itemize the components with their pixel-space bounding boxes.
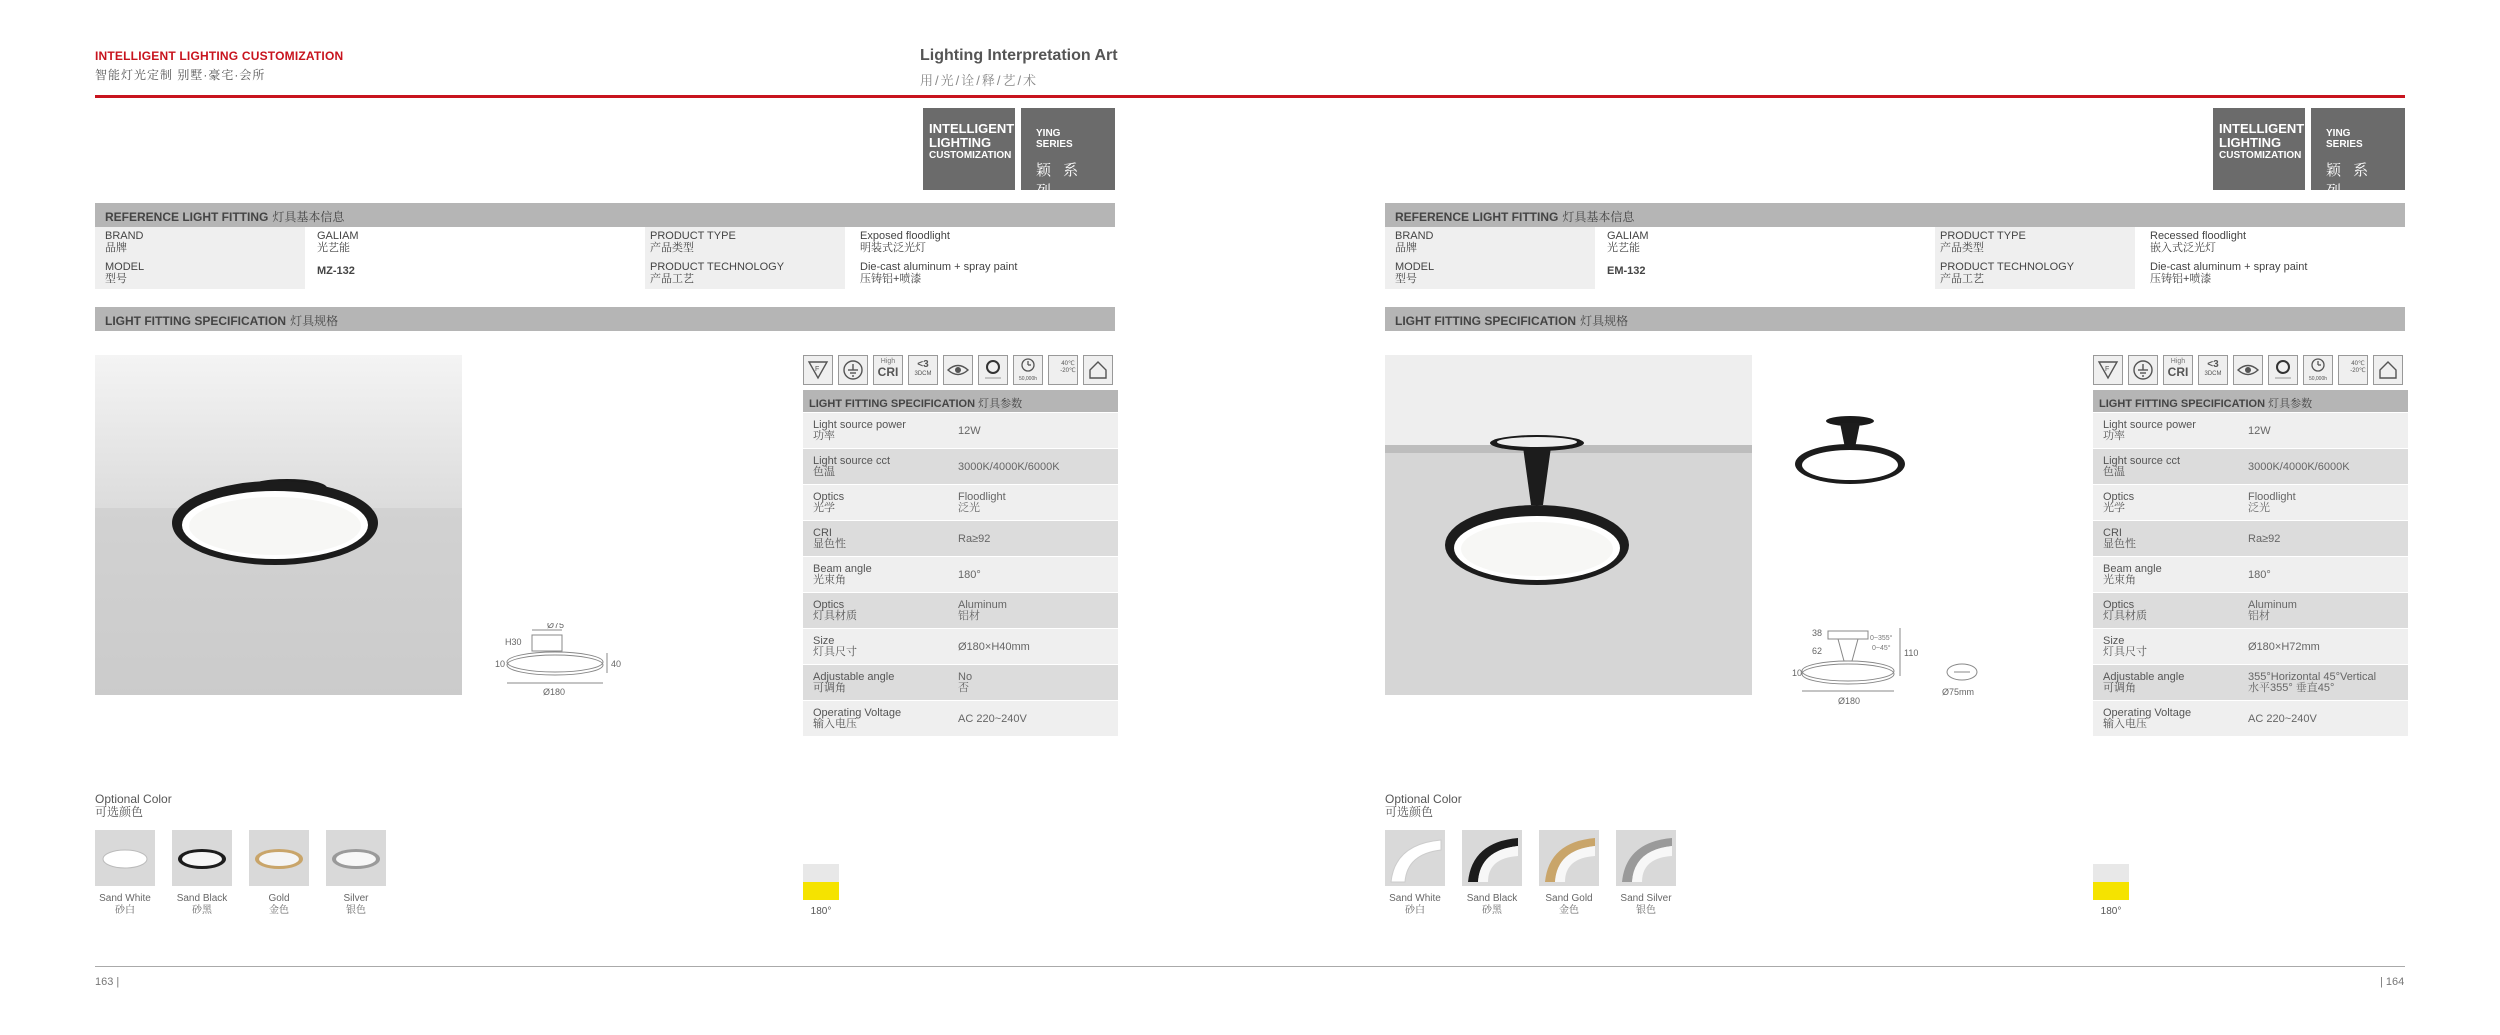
spec-row-cri [2093, 520, 2408, 556]
spec-value: 12W [958, 425, 981, 437]
product-type-value-en: Recessed floodlight [2150, 230, 2247, 242]
customization-badge [2213, 108, 2305, 190]
color-label [172, 893, 232, 917]
spec-label-en: Size [2103, 635, 2125, 647]
spec-label-cn: 光学 [2103, 502, 2125, 514]
spec-label-en: Optics [813, 599, 845, 611]
spec-label-cn: 输入电压 [813, 718, 857, 730]
spec-value: Floodlight [2248, 491, 2296, 503]
footer-divider [95, 966, 2405, 967]
cri-small-text: High [2170, 358, 2186, 365]
series-en1: YING [1036, 128, 1061, 139]
spec-label-cn: 灯具材质 [2103, 610, 2147, 622]
spec-value: Ra≥92 [958, 533, 991, 545]
brand-line: INTELLIGENT LIGHTING CUSTOMIZATION [95, 49, 344, 63]
spec-value: Ø180×H40mm [958, 641, 1030, 653]
color-name-en: Gold [268, 893, 290, 904]
color-name-cn: 金色 [269, 905, 289, 916]
spec-label-en: Light source power [2103, 419, 2196, 431]
series-cn: 颖 系列 [2326, 162, 2373, 200]
spec-row-power [2093, 412, 2408, 448]
reference-info [1385, 227, 2405, 289]
specification-band-en: LIGHT FITTING SPECIFICATION [105, 314, 287, 328]
spec-value: AC 220~240V [958, 713, 1027, 725]
spec-label-cn: 灯具尺寸 [2103, 646, 2147, 658]
badge-line1: INTELLIGENT [929, 121, 1015, 136]
dim-62-label: 62 [1812, 646, 1823, 656]
high-cri-icon [2163, 355, 2193, 385]
cri-text: CRI [2167, 365, 2189, 379]
color-label [326, 893, 386, 917]
temp-high-text: 40℃ [1061, 361, 1075, 367]
color-name-cn: 砂白 [115, 905, 135, 916]
spec-label-cn: 显色性 [2103, 538, 2136, 550]
feature-icons [803, 355, 1115, 385]
spec-label-cn: 可调角 [2103, 682, 2136, 694]
dim-total-height-label: 110 [1904, 648, 1919, 658]
dim-inner-height-label: H30 [505, 637, 522, 647]
spec-value: AC 220~240V [2248, 713, 2317, 725]
reference-band-cn: 灯具基本信息 [272, 210, 345, 224]
series-en2: SERIES [2326, 139, 2363, 150]
product-type-value-cn: 明装式泛光灯 [860, 242, 926, 254]
ugr-text: <3 [917, 359, 929, 370]
spec-label-cn: 显色性 [813, 538, 846, 550]
spec-value-cn: 铝材 [2248, 610, 2270, 622]
series-en2: SERIES [1036, 139, 1073, 150]
ugr-sub-text: 3DCM [914, 371, 932, 377]
badge-line1: INTELLIGENT [2219, 121, 2305, 136]
product-tech-value [860, 258, 1115, 289]
product-side-view [1795, 408, 1935, 518]
feature-icons [2093, 355, 2405, 385]
optional-color-en: Optional Color [1385, 792, 1462, 806]
brand-label-en: BRAND [105, 230, 144, 242]
reference-band-cn: 灯具基本信息 [1562, 210, 1635, 224]
reference-band-en: REFERENCE LIGHT FITTING [105, 210, 269, 224]
color-name-cn: 砂黑 [192, 905, 212, 916]
svg-text:F: F [2105, 366, 2110, 373]
spec-row-voltage [2093, 700, 2408, 736]
product-type-label [1935, 227, 2135, 258]
ground-icon [2128, 355, 2158, 385]
center-title: Lighting Interpretation Art [920, 47, 1118, 64]
spec-label-cn: 色温 [2103, 466, 2125, 478]
temp-low-text: -20℃ [1060, 368, 1076, 374]
color-label [1616, 893, 1676, 917]
brand-value [317, 227, 637, 258]
reference-band [1385, 203, 2405, 227]
spec-label-en: Light source power [813, 419, 906, 431]
specification-band-cn: 灯具规格 [1580, 314, 1629, 328]
temp-high-text: 40℃ [2351, 361, 2365, 367]
spec-label-en: Light source cct [813, 455, 891, 467]
dim-top-label: Ø75 [547, 623, 565, 630]
spec-value: 180° [958, 569, 981, 581]
brand-label-cn: 品牌 [105, 242, 127, 254]
brand-value-cn: 光艺能 [317, 242, 350, 254]
product-tech-label-cn: 产品工艺 [1940, 273, 1984, 285]
spec-table [2093, 390, 2408, 736]
badge-line3: CUSTOMIZATION [929, 150, 1012, 161]
badge-line2: LIGHTING [929, 135, 992, 150]
product-type-value-cn: 嵌入式泛光灯 [2150, 242, 2216, 254]
spec-label-en: CRI [2103, 527, 2122, 539]
spec-header-cn: 灯具参数 [978, 398, 1023, 410]
color-name-cn: 砂黑 [1482, 905, 1502, 916]
color-name-cn: 银色 [346, 905, 366, 916]
model-label [1385, 258, 1595, 289]
product-photo [1385, 355, 1752, 695]
color-label [1385, 893, 1445, 917]
color-name-cn: 砂白 [1405, 905, 1425, 916]
dim-angle-v-label: 0~45° [1872, 645, 1891, 652]
model-value [1607, 258, 1927, 289]
cutout-label: Ø75mm [1942, 687, 1975, 697]
spec-label-en: Operating Voltage [813, 707, 902, 719]
reference-band [95, 203, 1115, 227]
color-label [95, 893, 155, 917]
beam-light-fill [2093, 882, 2129, 900]
product-type-label-cn: 产品类型 [1940, 242, 1984, 254]
series-en1: YING [2326, 128, 2351, 139]
spec-row-size [803, 628, 1118, 664]
dim-angle-h-label: 0~355° [1870, 635, 1893, 642]
product-tech-label-en: PRODUCT TECHNOLOGY [1940, 261, 2075, 273]
eye-comfort-icon [2233, 355, 2263, 385]
dimension-drawing [1790, 616, 1935, 706]
beam-angle-swatch [803, 864, 839, 900]
ground-icon [838, 355, 868, 385]
specification-band [95, 307, 1115, 331]
cri-small-text: High [880, 358, 896, 365]
series-badge [2311, 108, 2405, 200]
spec-label-en: Optics [2103, 491, 2135, 503]
beam-light-fill [803, 882, 839, 900]
page-number-right: | 164 [2380, 976, 2405, 988]
brand-label-cn: 品牌 [1395, 242, 1417, 254]
spec-label-cn: 输入电压 [2103, 718, 2147, 730]
spec-label-cn: 功率 [813, 430, 835, 442]
brand-value-en: GALIAM [317, 230, 359, 242]
color-name-en: Sand White [99, 893, 151, 904]
power-factor-icon [2268, 355, 2298, 385]
spec-label-en: Beam angle [2103, 563, 2162, 575]
color-swatch-sand-black[interactable] [172, 830, 232, 886]
reference-info [95, 227, 1115, 289]
model-label [95, 258, 305, 289]
catalog-page-163 [95, 108, 1115, 928]
optional-color-en: Optional Color [95, 792, 172, 806]
optional-color-title [95, 793, 172, 819]
product-tech-label [1935, 258, 2135, 289]
spec-row-cct [803, 448, 1118, 484]
brand-value [1607, 227, 1927, 258]
product-tech-label-cn: 产品工艺 [650, 273, 694, 285]
specification-band-en: LIGHT FITTING SPECIFICATION [1395, 314, 1577, 328]
spec-header-en: LIGHT FITTING SPECIFICATION [2099, 398, 2266, 410]
model-label-en: MODEL [1395, 261, 1435, 273]
spec-label-cn: 光束角 [813, 574, 846, 586]
color-swatch-sand-black[interactable] [1462, 830, 1522, 886]
spec-table-header [2093, 390, 2408, 412]
lifetime-text: 50,000h [2308, 376, 2328, 382]
optional-color-title [1385, 793, 1462, 819]
glow-wire-icon [803, 355, 833, 385]
badge-line2: LIGHTING [2219, 135, 2282, 150]
color-swatch-sand-gold[interactable] [1539, 830, 1599, 886]
spec-value-cn: 水平355° 垂直45° [2248, 682, 2335, 694]
spec-label-cn: 灯具尺寸 [813, 646, 857, 658]
spec-row-size [2093, 628, 2408, 664]
indoor-icon [1083, 355, 1113, 385]
color-label [249, 893, 309, 917]
color-name-en: Sand White [1389, 893, 1441, 904]
spec-value: 3000K/4000K/6000K [958, 461, 1060, 473]
brand-label [1385, 227, 1595, 258]
spec-value: 12W [2248, 425, 2271, 437]
eye-comfort-icon [943, 355, 973, 385]
temperature-icon [1048, 355, 1078, 385]
product-tech-label-en: PRODUCT TECHNOLOGY [650, 261, 785, 273]
model-label-en: MODEL [105, 261, 145, 273]
specification-band-cn: 灯具规格 [290, 314, 339, 328]
spec-header-cn: 灯具参数 [2268, 398, 2313, 410]
color-swatch-gold[interactable] [249, 830, 309, 886]
cutout-drawing [1940, 660, 1985, 700]
spec-value-cn: 否 [958, 682, 969, 694]
spec-label-cn: 可调角 [813, 682, 846, 694]
model-number: MZ-132 [317, 265, 355, 277]
product-type-value [2150, 227, 2405, 258]
temperature-icon [2338, 355, 2368, 385]
ugr-sub-text: 3DCM [2204, 371, 2222, 377]
header-divider [95, 95, 2405, 98]
dim-diameter-label: Ø180 [1838, 696, 1861, 706]
spec-label-en: Optics [2103, 599, 2135, 611]
ugr-text: <3 [2207, 359, 2219, 370]
color-label [1539, 893, 1599, 917]
spec-label-en: Size [813, 635, 835, 647]
product-type-value [860, 227, 1115, 258]
dim-diameter-label: Ø180 [543, 687, 566, 697]
lifetime-icon [1013, 355, 1043, 385]
spec-value-cn: 泛光 [2248, 502, 2270, 514]
dim-bottom-label: 10 [495, 659, 506, 669]
high-cri-icon [873, 355, 903, 385]
spec-value: Ø180×H72mm [2248, 641, 2320, 653]
spec-value: No [958, 671, 973, 683]
color-name-en: Sand Black [176, 893, 228, 904]
product-tech-value-cn: 压铸铝+喷漆 [860, 273, 922, 285]
series-badge [1021, 108, 1115, 200]
spec-label-cn: 光学 [813, 502, 835, 514]
spec-label-cn: 功率 [2103, 430, 2125, 442]
spec-row-adjustable [803, 664, 1118, 700]
color-swatch-sand-white[interactable] [1385, 830, 1445, 886]
spec-label-cn: 灯具材质 [813, 610, 857, 622]
color-name-en: Sand Black [1466, 893, 1518, 904]
spec-label-cn: 光束角 [2103, 574, 2136, 586]
dim-38-label: 38 [1812, 628, 1823, 638]
lifetime-icon [2303, 355, 2333, 385]
product-tech-value-cn: 压铸铝+喷漆 [2150, 273, 2212, 285]
color-swatch-sand-white[interactable] [95, 830, 155, 886]
catalog-center-header [920, 47, 1118, 89]
spec-value: 3000K/4000K/6000K [2248, 461, 2350, 473]
product-type-value-en: Exposed floodlight [860, 230, 950, 242]
spec-value: Floodlight [958, 491, 1006, 503]
brand-value-en: GALIAM [1607, 230, 1649, 242]
spec-label-en: Adjustable angle [813, 671, 895, 683]
spec-row-cct [2093, 448, 2408, 484]
model-label-cn: 型号 [1395, 273, 1417, 285]
spec-row-optics [803, 484, 1118, 520]
svg-text:F: F [815, 366, 820, 373]
spec-label-en: Adjustable angle [2103, 671, 2185, 683]
product-type-label-en: PRODUCT TYPE [650, 230, 736, 242]
product-tech-value-en: Die-cast aluminum + spray paint [2150, 261, 2308, 273]
product-type-label [645, 227, 845, 258]
spec-table [803, 390, 1118, 736]
spec-row-beam-angle [803, 556, 1118, 592]
indoor-icon [2373, 355, 2403, 385]
product-tech-label [645, 258, 845, 289]
brand-subline: 智能灯光定制 别墅·豪宅·会所 [95, 68, 266, 82]
spec-row-material [803, 592, 1118, 628]
optional-color-cn: 可选颜色 [1385, 805, 1434, 819]
badge-line3: CUSTOMIZATION [2219, 150, 2302, 161]
color-label [1462, 893, 1522, 917]
ugr-icon [908, 355, 938, 385]
spec-label-en: Beam angle [813, 563, 872, 575]
spec-value: Aluminum [2248, 599, 2297, 611]
product-tech-value [2150, 258, 2405, 289]
product-tech-value-en: Die-cast aluminum + spray paint [860, 261, 1018, 273]
product-type-label-en: PRODUCT TYPE [1940, 230, 2026, 242]
spec-label-cn: 色温 [813, 466, 835, 478]
spec-value: 180° [2248, 569, 2271, 581]
spec-row-optics [2093, 484, 2408, 520]
ugr-icon [2198, 355, 2228, 385]
product-photo [95, 355, 462, 695]
color-name-en: Sand Gold [1545, 893, 1593, 904]
brand-label [95, 227, 305, 258]
spec-row-beam-angle [2093, 556, 2408, 592]
specification-band [1385, 307, 2405, 331]
color-name-cn: 金色 [1559, 905, 1579, 916]
spec-label-en: CRI [813, 527, 832, 539]
spec-header-en: LIGHT FITTING SPECIFICATION [809, 398, 976, 410]
spec-value: 355°Horizontal 45°Vertical [2248, 671, 2377, 683]
spec-row-cri [803, 520, 1118, 556]
spec-label-en: Operating Voltage [2103, 707, 2192, 719]
glow-wire-icon [2093, 355, 2123, 385]
model-number: EM-132 [1607, 265, 1646, 277]
spec-value: Ra≥92 [2248, 533, 2281, 545]
spec-table-header [803, 390, 1118, 412]
beam-angle-swatch [2093, 864, 2129, 900]
color-swatch-silver[interactable] [326, 830, 386, 886]
color-name-cn: 银色 [1636, 905, 1656, 916]
product-type-label-cn: 产品类型 [650, 242, 694, 254]
customization-badge [923, 108, 1015, 190]
spec-row-material [2093, 592, 2408, 628]
page-number-left: 163 | [95, 976, 120, 988]
series-cn: 颖 系列 [1036, 162, 1083, 200]
brand-label-en: BRAND [1395, 230, 1434, 242]
catalog-page-164 [1385, 108, 2405, 928]
color-swatch-sand-silver[interactable] [1616, 830, 1676, 886]
spec-row-power [803, 412, 1118, 448]
beam-angle-label: 180° [2100, 906, 2122, 917]
catalog-brand-header [95, 49, 343, 83]
spec-row-adjustable [2093, 664, 2408, 700]
optional-color-cn: 可选颜色 [95, 805, 144, 819]
color-name-en: Silver [343, 893, 369, 904]
power-factor-icon [978, 355, 1008, 385]
spec-value: Aluminum [958, 599, 1007, 611]
color-name-en: Sand Silver [1620, 893, 1672, 904]
spec-label-en: Optics [813, 491, 845, 503]
reference-band-en: REFERENCE LIGHT FITTING [1395, 210, 1559, 224]
dimension-drawing [495, 623, 625, 698]
spec-label-en: Light source cct [2103, 455, 2181, 467]
dim-total-height-label: 40 [611, 659, 622, 669]
brand-value-cn: 光艺能 [1607, 242, 1640, 254]
spec-row-voltage [803, 700, 1118, 736]
dim-bottom-label: 10 [1792, 668, 1803, 678]
cri-text: CRI [877, 365, 899, 379]
spec-value-cn: 铝材 [958, 610, 980, 622]
beam-angle-label: 180° [810, 906, 832, 917]
spec-value-cn: 泛光 [958, 502, 980, 514]
center-subtitle: 用/光/诠/释/艺/术 [920, 73, 1039, 88]
model-label-cn: 型号 [105, 273, 127, 285]
model-value [317, 258, 637, 289]
lifetime-text: 50,000h [1018, 376, 1038, 382]
temp-low-text: -20℃ [2350, 368, 2366, 374]
